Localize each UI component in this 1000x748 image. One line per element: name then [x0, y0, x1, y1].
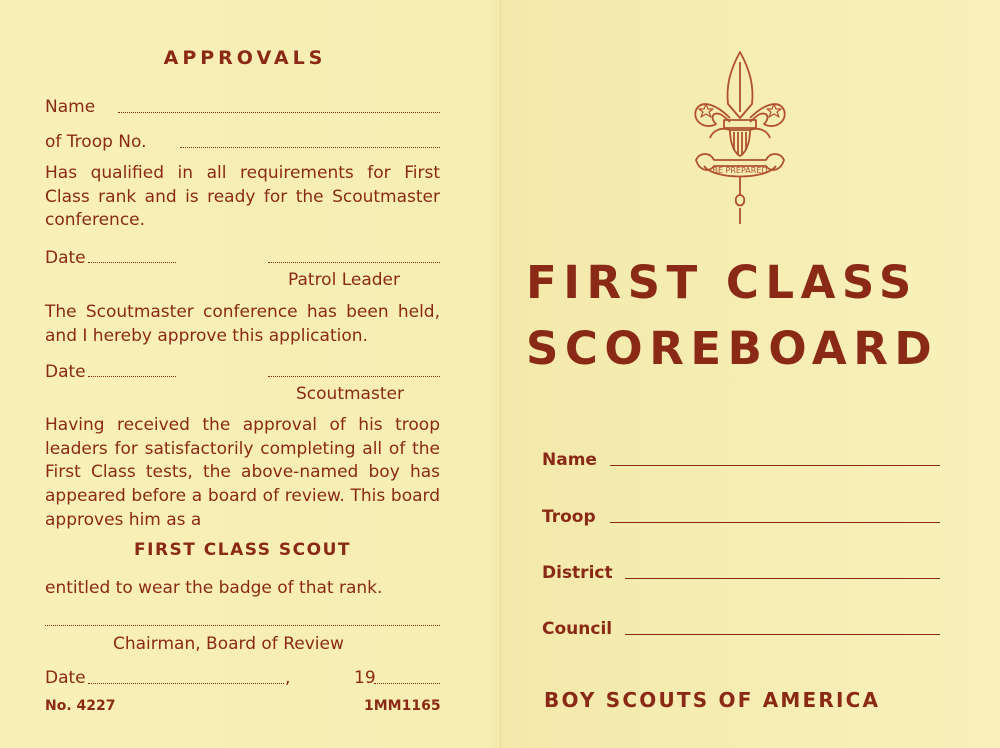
organization-name: BOY SCOUTS OF AMERICA — [544, 688, 881, 712]
field-label-name: Name — [542, 450, 597, 470]
first-class-scout-heading: FIRST CLASS SCOUT — [134, 540, 351, 560]
name-line[interactable] — [118, 112, 440, 113]
field-label-district: District — [542, 563, 613, 583]
qualified-statement: Has qualified in all requirements for First Class rank and is ready for the Scoutmaster conference. — [45, 163, 440, 231]
field-line-name[interactable] — [610, 465, 940, 466]
date-comma: , — [285, 668, 291, 688]
conference-statement: The Scoutmaster conference has been held, and I hereby approve this application. — [45, 302, 440, 346]
troop-number-line[interactable] — [180, 147, 440, 148]
cover-panel — [500, 0, 1000, 748]
scoutmaster-signature-line[interactable] — [268, 376, 440, 377]
field-line-council[interactable] — [625, 634, 940, 635]
troop-label: of Troop No. — [45, 132, 147, 152]
field-label-council: Council — [542, 619, 613, 639]
field-line-district[interactable] — [625, 578, 940, 579]
date-line-3[interactable] — [88, 683, 284, 684]
date-label-1: Date — [45, 248, 86, 268]
print-code: 1MM1165 — [364, 698, 441, 714]
title-line-1: FIRST CLASS — [526, 256, 918, 309]
date-label-2: Date — [45, 362, 86, 382]
chairman-label: Chairman, Board of Review — [113, 634, 344, 654]
year-line[interactable] — [374, 683, 440, 684]
form-number: No. 4227 — [45, 698, 116, 714]
board-review-statement: Having received the approval of his troop leaders for satisfactorily completing all of the First Class tests, the above-named boy has appeared before a board of review. This board approves him as a — [45, 415, 440, 530]
name-label: Name — [45, 97, 96, 117]
year-prefix: 19 — [354, 668, 376, 688]
scoutmaster-label: Scoutmaster — [296, 384, 404, 404]
approvals-title: APPROVALS — [163, 47, 327, 69]
date-line-1[interactable] — [88, 262, 176, 263]
badge-statement: entitled to wear the badge of that rank. — [45, 578, 383, 598]
date-line-2[interactable] — [88, 376, 176, 377]
title-line-2: SCOREBOARD — [526, 322, 939, 375]
patrol-leader-label: Patrol Leader — [288, 270, 401, 290]
fleur-de-lis-emblem-icon — [690, 48, 790, 233]
patrol-leader-signature-line[interactable] — [268, 262, 440, 263]
field-label-troop: Troop — [542, 507, 596, 527]
emblem-motto: BE PREPARED — [712, 166, 768, 175]
field-line-troop[interactable] — [610, 522, 940, 523]
chairman-signature-line[interactable] — [45, 625, 440, 626]
date-label-3: Date — [45, 668, 86, 688]
